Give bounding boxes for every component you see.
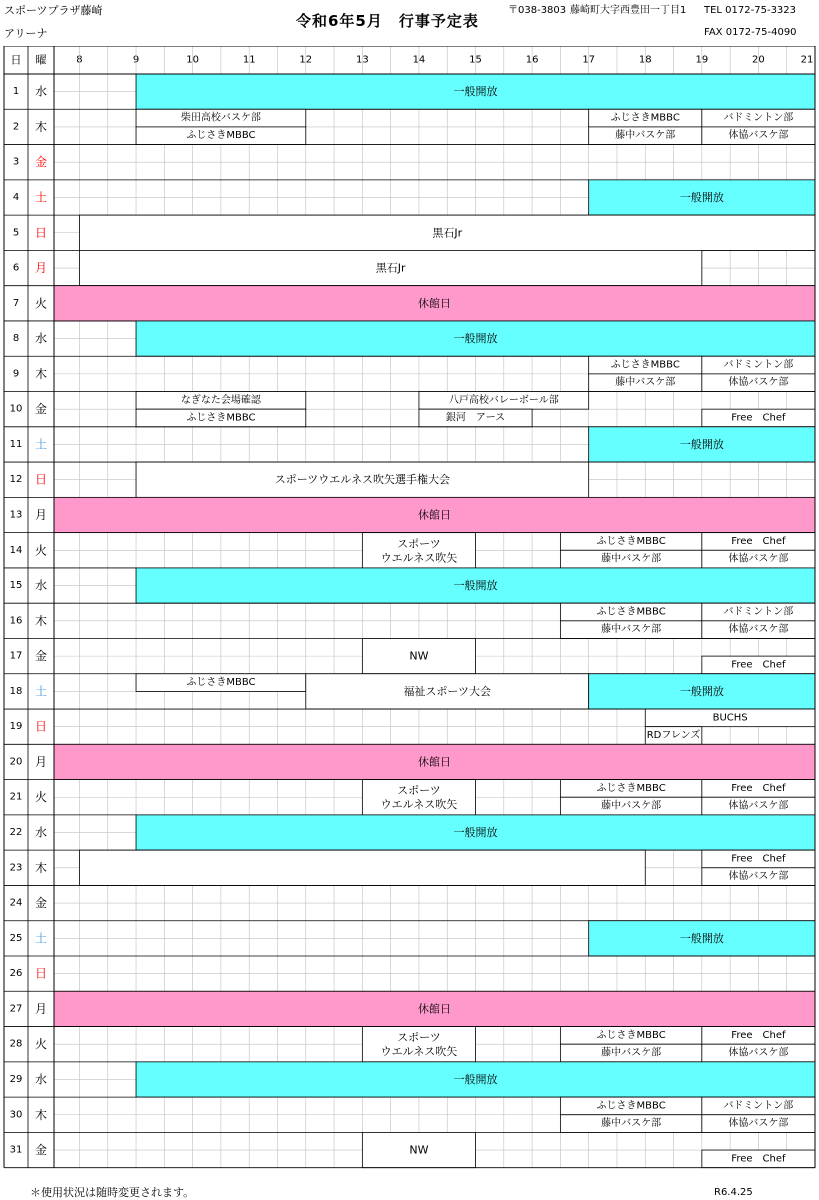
event-label: 一般開放 (453, 579, 498, 593)
event-label: 藤中バスケ部 (615, 377, 676, 389)
event-label: 一般開放 (679, 190, 724, 204)
day-number-27: 27 (9, 1003, 23, 1015)
fax-number: FAX 0172-75-4090 (704, 27, 797, 38)
day-number-2: 2 (12, 121, 20, 133)
hour-label-21: 21 (800, 54, 814, 66)
event-label: Free Chef (731, 1029, 786, 1041)
weekday-2: 木 (34, 119, 48, 134)
weekday-11: 土 (34, 437, 48, 452)
event-label: スポーツウエルネス吹矢 (380, 783, 458, 811)
weekday-29: 水 (34, 1072, 48, 1087)
event-label: 一般開放 (679, 931, 724, 945)
hour-label-17: 17 (582, 54, 596, 66)
weekday-16: 木 (34, 613, 48, 628)
weekday-20: 月 (34, 754, 48, 769)
hour-label-19: 19 (695, 54, 709, 66)
weekday-18: 土 (34, 684, 48, 699)
hour-label-13: 13 (355, 54, 369, 66)
day-number-24: 24 (9, 897, 23, 909)
tel-number: TEL 0172-75-3323 (704, 5, 797, 16)
event-label: スポーツウエルネス吹矢 (380, 536, 458, 564)
weekday-25: 土 (34, 931, 48, 946)
weekday-4: 土 (34, 190, 48, 205)
day-number-29: 29 (9, 1073, 23, 1085)
venue-name: アリーナ (4, 27, 48, 40)
weekday-17: 金 (34, 649, 48, 664)
weekday-6: 月 (34, 261, 48, 276)
event-label: スポーツウエルネス吹矢選手権大会 (274, 473, 450, 487)
event-label: Free Chef (731, 412, 786, 424)
event-label: 一般開放 (679, 437, 724, 451)
weekday-7: 火 (34, 296, 48, 311)
event-label: Free Chef (731, 1153, 786, 1165)
column-header-weekday: 曜 (35, 53, 47, 67)
weekday-21: 火 (34, 790, 48, 805)
event-label: 一般開放 (453, 85, 498, 99)
day-number-16: 16 (9, 615, 23, 627)
event-label: 体協バスケ部 (728, 377, 789, 389)
day-number-21: 21 (9, 791, 23, 803)
event-label: 藤中バスケ部 (615, 130, 676, 142)
event-label: BUCHS (712, 712, 748, 724)
event-label: 休館日 (418, 508, 451, 522)
event-label: バドミントン部 (723, 606, 794, 618)
day-number-12: 12 (9, 474, 23, 486)
day-number-1: 1 (12, 86, 20, 98)
day-number-28: 28 (9, 1038, 23, 1050)
schedule-grid (0, 46, 819, 1182)
event-label: 体協バスケ部 (728, 800, 789, 812)
weekday-14: 火 (34, 543, 48, 558)
event-label: ふじさきMBBC (596, 782, 666, 794)
day-number-4: 4 (12, 191, 20, 203)
footer-note: ＊使用状況は随時変更されます。 (30, 1186, 195, 1199)
hour-label-8: 8 (76, 54, 83, 66)
event-label: なぎなた会場確認 (180, 394, 261, 406)
event-label: RDフレンズ (646, 730, 701, 741)
weekday-12: 日 (34, 472, 48, 487)
event-label: NW (409, 649, 429, 663)
weekday-1: 水 (34, 84, 48, 99)
day-number-10: 10 (9, 403, 23, 415)
hour-label-9: 9 (132, 54, 140, 66)
weekday-15: 水 (34, 578, 48, 593)
weekday-19: 日 (34, 719, 48, 734)
day-number-26: 26 (9, 968, 23, 980)
event-label: バドミントン部 (723, 1100, 794, 1112)
weekday-26: 日 (34, 966, 48, 981)
event-label: 体協バスケ部 (728, 1047, 789, 1059)
weekday-27: 月 (34, 1001, 48, 1016)
page-title: 令和6年5月 行事予定表 (296, 12, 479, 30)
day-number-6: 6 (12, 262, 20, 274)
event-label: 体協バスケ部 (728, 553, 789, 565)
event-label: 一般開放 (453, 826, 498, 840)
event-label: 藤中バスケ部 (601, 624, 662, 636)
event-label: 一般開放 (453, 1072, 498, 1086)
event-label: 一般開放 (453, 332, 498, 346)
hour-label-14: 14 (412, 54, 426, 66)
schedule-table (0, 46, 819, 1182)
postal-code: 〒038-3803 (508, 5, 567, 16)
weekday-9: 木 (34, 366, 48, 381)
address: 藤崎町大字西豊田一丁目1 (570, 5, 687, 16)
day-number-22: 22 (9, 827, 23, 839)
event-label: 銀河 アース (445, 412, 506, 424)
hour-label-20: 20 (752, 54, 765, 66)
weekday-3: 金 (34, 155, 48, 170)
column-header-day: 日 (10, 53, 22, 67)
event-label: 藤中バスケ部 (601, 553, 662, 565)
weekday-10: 金 (34, 402, 48, 417)
day-number-18: 18 (9, 685, 23, 697)
event-label: 体協バスケ部 (728, 130, 789, 142)
event-label: 藤中バスケ部 (601, 1047, 662, 1059)
hour-label-12: 12 (299, 54, 313, 66)
weekday-30: 木 (34, 1107, 48, 1122)
day-number-25: 25 (9, 932, 23, 944)
day-number-9: 9 (12, 368, 20, 380)
event-label: 一般開放 (679, 684, 724, 698)
day-number-5: 5 (12, 227, 20, 239)
event-label: ふじさきMBBC (186, 677, 256, 689)
event-label: 藤中バスケ部 (601, 800, 662, 812)
day-number-3: 3 (12, 156, 20, 168)
event-label: 藤中バスケ部 (601, 1118, 662, 1130)
day-number-19: 19 (9, 721, 23, 733)
event-label: ふじさきMBBC (186, 412, 256, 424)
weekday-5: 日 (34, 225, 48, 240)
event-block (79, 850, 645, 885)
event-label: 柴田高校バスケ部 (180, 112, 261, 124)
weekday-31: 金 (34, 1143, 48, 1158)
event-label: ふじさきMBBC (596, 535, 666, 547)
day-number-7: 7 (12, 297, 20, 309)
event-label: 八戸高校バレーボール部 (448, 394, 559, 406)
day-number-23: 23 (9, 862, 23, 874)
event-label: 黒石Jr (375, 261, 406, 275)
event-label: 休館日 (418, 755, 451, 769)
event-label: ふじさきMBBC (596, 1029, 666, 1041)
weekday-8: 水 (34, 331, 48, 346)
hour-label-16: 16 (525, 54, 539, 66)
weekday-22: 水 (34, 825, 48, 840)
day-number-14: 14 (9, 544, 23, 556)
footer-date: R6.4.25 (714, 1187, 753, 1198)
event-label: ふじさきMBBC (596, 1100, 666, 1112)
day-number-13: 13 (9, 509, 23, 521)
weekday-13: 月 (34, 508, 48, 522)
weekday-28: 火 (34, 1037, 48, 1052)
day-number-20: 20 (9, 756, 23, 768)
event-label: ふじさきMBBC (596, 606, 666, 618)
event-label: 体協バスケ部 (728, 1118, 789, 1130)
facility-name: スポーツプラザ藤崎 (4, 4, 103, 17)
event-label: Free Chef (731, 659, 786, 671)
hour-label-18: 18 (638, 54, 652, 66)
weekday-23: 木 (34, 860, 48, 875)
event-label: ふじさきMBBC (610, 112, 680, 124)
event-label: Free Chef (731, 535, 786, 547)
day-number-15: 15 (9, 580, 23, 592)
event-label: 休館日 (418, 1002, 451, 1016)
event-label: バドミントン部 (723, 112, 794, 124)
event-label: ふじさきMBBC (610, 359, 680, 371)
event-label: スポーツウエルネス吹矢 (380, 1030, 458, 1058)
event-label: ふじさきMBBC (186, 130, 256, 142)
event-label: 休館日 (418, 296, 451, 310)
event-label: 体協バスケ部 (728, 871, 789, 883)
event-label: 体協バスケ部 (728, 624, 789, 636)
event-label: バドミントン部 (723, 359, 794, 371)
hour-label-11: 11 (242, 54, 256, 66)
day-number-11: 11 (9, 438, 23, 450)
event-label: NW (409, 1143, 429, 1157)
day-number-31: 31 (9, 1144, 23, 1156)
event-label: Free Chef (731, 853, 786, 865)
day-number-30: 30 (9, 1109, 23, 1121)
weekday-24: 金 (34, 896, 48, 911)
event-label: 福祉スポーツ大会 (403, 684, 492, 698)
hour-label-15: 15 (469, 54, 482, 66)
hour-label-10: 10 (186, 54, 199, 66)
day-number-8: 8 (12, 333, 20, 345)
event-label: Free Chef (731, 782, 786, 794)
day-number-17: 17 (9, 650, 23, 662)
event-label: 黒石Jr (432, 226, 463, 240)
